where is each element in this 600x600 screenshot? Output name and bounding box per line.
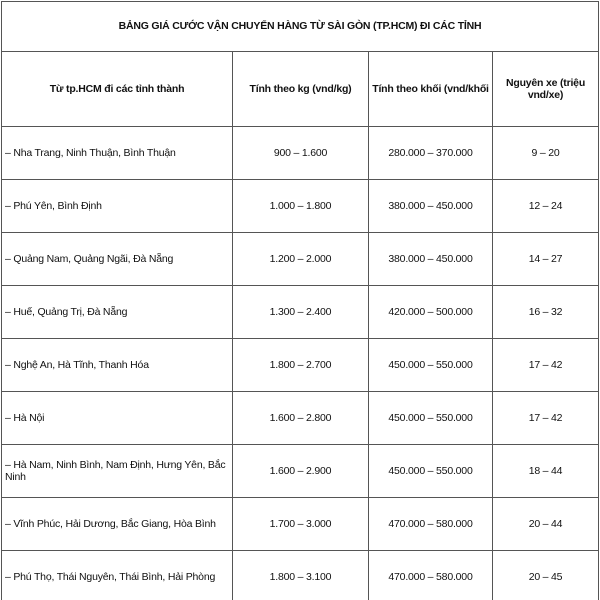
route-cell: – Phú Thọ, Thái Nguyên, Thái Bình, Hải Phòng xyxy=(2,551,233,600)
header-per-kg: Tính theo kg (vnd/kg) xyxy=(233,52,369,127)
header-route: Từ tp.HCM đi các tỉnh thành xyxy=(2,52,233,127)
per-cubic-cell: 450.000 – 550.000 xyxy=(369,392,493,445)
route-cell: – Vĩnh Phúc, Hải Dương, Bắc Giang, Hòa Bình xyxy=(2,498,233,551)
table-row xyxy=(2,233,599,286)
route-cell: – Hà Nội xyxy=(2,392,233,445)
per-kg-cell: 1.300 – 2.400 xyxy=(233,286,369,339)
full-truck-cell: 12 – 24 xyxy=(493,180,599,233)
table-title: BẢNG GIÁ CƯỚC VẬN CHUYỂN HÀNG TỪ SÀI GÒN (TP.HCM) ĐI CÁC TỈNH xyxy=(2,2,599,52)
per-cubic-cell: 470.000 – 580.000 xyxy=(369,551,493,600)
full-truck-cell: 17 – 42 xyxy=(493,339,599,392)
per-cubic-cell: 450.000 – 550.000 xyxy=(369,445,493,498)
header-full-truck: Nguyên xe (triệu vnd/xe) xyxy=(493,52,599,127)
per-kg-cell: 1.700 – 3.000 xyxy=(233,498,369,551)
table-row xyxy=(2,286,599,339)
full-truck-cell: 18 – 44 xyxy=(493,445,599,498)
per-kg-cell: 900 – 1.600 xyxy=(233,127,369,180)
per-kg-cell: 1.600 – 2.800 xyxy=(233,392,369,445)
table-title-row xyxy=(2,2,599,52)
full-truck-cell: 14 – 27 xyxy=(493,233,599,286)
full-truck-cell: 16 – 32 xyxy=(493,286,599,339)
full-truck-cell: 20 – 45 xyxy=(493,551,599,600)
table-row xyxy=(2,498,599,551)
per-kg-cell: 1.600 – 2.900 xyxy=(233,445,369,498)
table-row xyxy=(2,445,599,498)
route-cell: – Huế, Quảng Trị, Đà Nẵng xyxy=(2,286,233,339)
table-row xyxy=(2,180,599,233)
per-cubic-cell: 380.000 – 450.000 xyxy=(369,233,493,286)
per-kg-cell: 1.000 – 1.800 xyxy=(233,180,369,233)
route-cell: – Nha Trang, Ninh Thuận, Bình Thuận xyxy=(2,127,233,180)
route-cell: – Nghệ An, Hà Tĩnh, Thanh Hóa xyxy=(2,339,233,392)
table-row xyxy=(2,339,599,392)
per-cubic-cell: 470.000 – 580.000 xyxy=(369,498,493,551)
per-kg-cell: 1.800 – 3.100 xyxy=(233,551,369,600)
per-kg-cell: 1.800 – 2.700 xyxy=(233,339,369,392)
table-row xyxy=(2,127,599,180)
table-row xyxy=(2,551,599,600)
full-truck-cell: 17 – 42 xyxy=(493,392,599,445)
route-cell: – Quảng Nam, Quảng Ngãi, Đà Nẵng xyxy=(2,233,233,286)
per-kg-cell: 1.200 – 2.000 xyxy=(233,233,369,286)
per-cubic-cell: 450.000 – 550.000 xyxy=(369,339,493,392)
route-cell: – Phú Yên, Bình Định xyxy=(2,180,233,233)
full-truck-cell: 20 – 44 xyxy=(493,498,599,551)
route-cell: – Hà Nam, Ninh Bình, Nam Định, Hưng Yên, Bắc Ninh xyxy=(2,445,233,498)
full-truck-cell: 9 – 20 xyxy=(493,127,599,180)
header-per-cubic: Tính theo khối (vnd/khối xyxy=(369,52,493,127)
shipping-rate-table xyxy=(1,1,599,600)
per-cubic-cell: 280.000 – 370.000 xyxy=(369,127,493,180)
table-header-row xyxy=(2,52,599,127)
per-cubic-cell: 380.000 – 450.000 xyxy=(369,180,493,233)
table-row xyxy=(2,392,599,445)
per-cubic-cell: 420.000 – 500.000 xyxy=(369,286,493,339)
